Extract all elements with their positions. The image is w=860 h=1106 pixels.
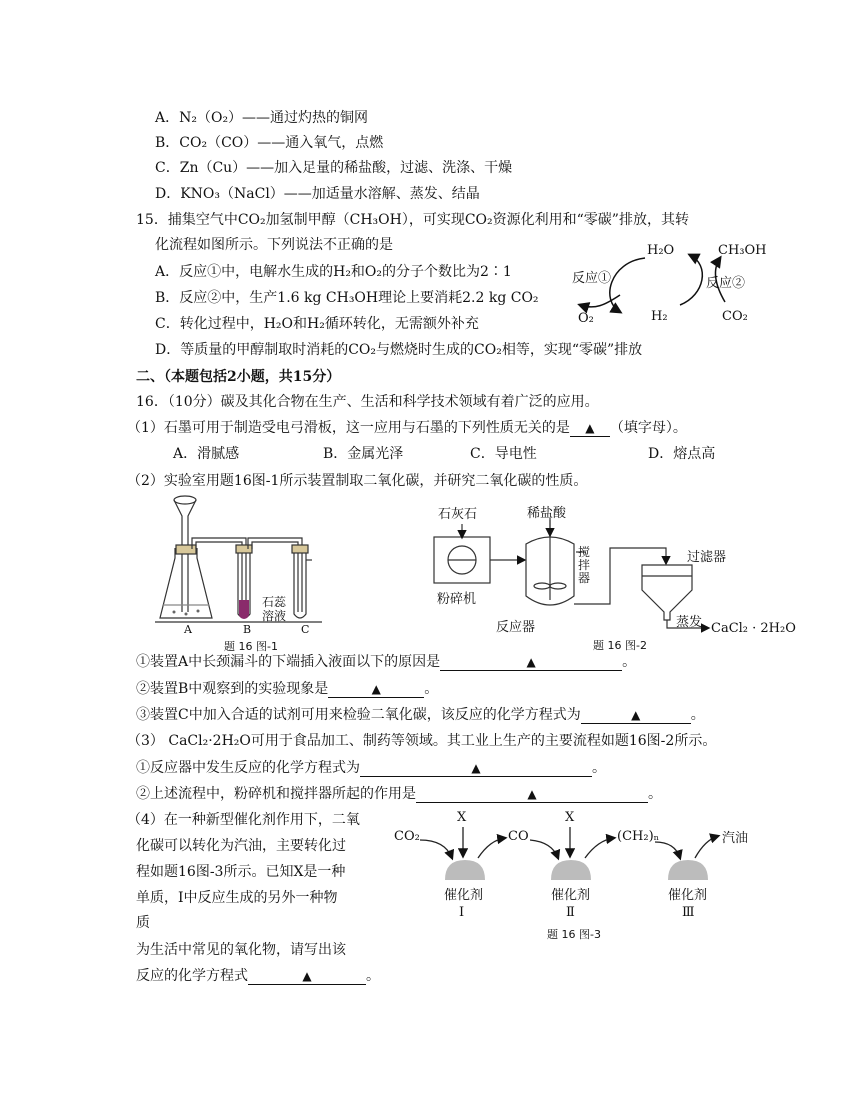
fig1-label-c: C: [301, 623, 310, 636]
answer-mark: ▲: [371, 682, 381, 696]
cycle-ch3oh: CH₃OH: [718, 243, 767, 258]
q16-part2: （2）实验室用题16图-1所示装置制取二氧化碳，并研究二氧化碳的性质。: [127, 473, 588, 489]
q16-part4-line5: 质: [136, 915, 150, 931]
fig3-stage-3: Ⅲ: [682, 905, 695, 920]
cycle-o2: O₂: [578, 311, 594, 326]
fig2-reactor: 反应器: [496, 620, 536, 635]
cycle-h2o: H₂O: [647, 243, 675, 258]
q16-part1-option-c: C．导电性: [470, 446, 537, 462]
cycle-reaction1: 反应①: [572, 271, 612, 286]
q16-part2-3-text: ③装置C中加入合适的试剂可用来检验二氧化碳，该反应的化学方程式为: [136, 707, 581, 723]
q16-part1-option-a: A．滑腻感: [173, 446, 240, 462]
q14-option-d: D．KNO₃（NaCl）——加适量水溶解、蒸发、结晶: [155, 186, 480, 202]
q16-part4-line4: 单质，Ⅰ中反应生成的另外一种物: [136, 890, 338, 906]
fig3-stage-2: Ⅱ: [566, 905, 575, 920]
fig3-catalyst-2: 催化剂: [551, 888, 591, 903]
fig1-label-b: B: [243, 623, 252, 636]
period: 。: [424, 681, 439, 697]
q15-option-b: B．反应②中，生产1.6 kg CH₃OH理论上要消耗2.2 kg CO₂: [155, 290, 539, 306]
answer-mark: ▲: [526, 655, 536, 669]
fig2-product: CaCl₂ · 2H₂O: [711, 621, 796, 636]
q16-part1-tail: （填字母）。: [609, 420, 687, 436]
answer-mark: ▲: [302, 969, 312, 983]
section-2-heading: 二、（本题包括2小题，共15分）: [136, 369, 341, 385]
period: 。: [366, 968, 380, 984]
fig2-filter: 过滤器: [687, 550, 727, 565]
q15-option-d: D．等质量的甲醇制取时消耗的CO₂与燃烧时生成的CO₂相等，实现“零碳”排放: [155, 342, 643, 358]
fig2-crusher: 粉碎机: [437, 592, 477, 607]
fig3-catalyst-1: 催化剂: [444, 888, 484, 903]
cycle-h2: H₂: [651, 309, 668, 324]
q16-part2-2-text: ②装置B中观察到的实验现象是: [136, 681, 329, 697]
fig1-litmus-1: 石蕊: [262, 595, 287, 609]
fig3-stage-1: Ⅰ: [459, 905, 465, 920]
answer-mark: ▲: [471, 761, 481, 775]
answer-mark: ▲: [585, 421, 595, 435]
answer-mark: ▲: [527, 787, 537, 801]
q16-part4-line6: 为生活中常见的氧化物，请写出该: [136, 942, 346, 958]
q16-intro: 16．（10分）碳及其化合物在生产、生活和科学技术领域有着广泛的应用。: [136, 394, 599, 410]
q15-option-a: A．反应①中，电解水生成的H₂和O₂的分子个数比为2∶1: [155, 264, 512, 280]
q14-option-c: C．Zn（Cu）——加入足量的稀盐酸，过滤、洗涤、干燥: [155, 160, 513, 176]
fig3-co: CO: [508, 829, 529, 844]
period: 。: [690, 707, 705, 723]
q16-part4-line1: （4）在一种新型催化剂作用下，二氧: [127, 812, 360, 828]
fig1-label-a: A: [184, 623, 192, 636]
cycle-co2: CO₂: [722, 309, 748, 324]
q16-part3: （3） CaCl₂·2H₂O可用于食品加工、制药等领域。其工业上生产的主要流程如题16图-2所示。: [127, 733, 717, 749]
q16-part1-text: （1）石墨可用于制造受电弓滑板，这一应用与石墨的下列性质无关的是: [127, 420, 570, 436]
period: 。: [622, 654, 637, 670]
fig1-caption: 题 16 图-1: [224, 640, 278, 653]
q16-part3-1-text: ①反应器中发生反应的化学方程式为: [136, 760, 360, 776]
q16-part2-1-text: ①装置A中长颈漏斗的下端插入液面以下的原因是: [136, 654, 441, 670]
fig3-ch2n: (CH₂)ₙ: [617, 829, 660, 844]
fig3-caption: 题 16 图-3: [547, 928, 601, 941]
fig1-litmus-2: 溶液: [262, 609, 287, 623]
q16-part4-line3: 程如题16图-3所示。已知X是一种: [136, 864, 346, 880]
q14-option-a: A．N₂（O₂）——通过灼热的铜网: [155, 110, 369, 126]
cycle-reaction2: 反应②: [706, 276, 746, 291]
fig3-co2: CO₂: [394, 829, 420, 844]
fig2-caption: 题 16 图-2: [593, 639, 647, 652]
q15-option-c: C．转化过程中，H₂O和H₂循环转化，无需额外补充: [155, 316, 479, 332]
fig2-evaporate: 蒸发: [676, 615, 703, 630]
fig3-catalyst-3: 催化剂: [668, 888, 708, 903]
q16-part3-2-text: ②上述流程中，粉碎机和搅拌器所起的作用是: [136, 786, 416, 802]
answer-mark: ▲: [631, 708, 641, 722]
q16-part4-line7-text: 反应的化学方程式: [136, 968, 248, 984]
fig3-x-1: X: [457, 810, 467, 825]
fig2-stirrer: 搅拌器: [578, 545, 591, 585]
q16-part1-option-b: B．金属光泽: [323, 446, 404, 462]
fig3-x-2: X: [565, 810, 575, 825]
period: 。: [648, 786, 662, 802]
q16-part4-line2: 化碳可以转化为汽油，主要转化过: [136, 838, 346, 854]
q15-stem-line2: 化流程如图所示。下列说法不正确的是: [155, 237, 393, 253]
fig2-acid: 稀盐酸: [527, 506, 567, 521]
fig2-limestone: 石灰石: [438, 507, 478, 522]
q16-part1-option-d: D．熔点高: [648, 446, 716, 462]
period: 。: [592, 760, 606, 776]
q14-option-b: B．CO₂（CO）——通入氧气，点燃: [155, 135, 384, 151]
fig3-gasoline: 汽油: [722, 831, 749, 846]
q15-stem-line1: 15．捕集空气中CO₂加氢制甲醇（CH₃OH），可实现CO₂资源化利用和“零碳”排放，其转: [136, 212, 689, 228]
